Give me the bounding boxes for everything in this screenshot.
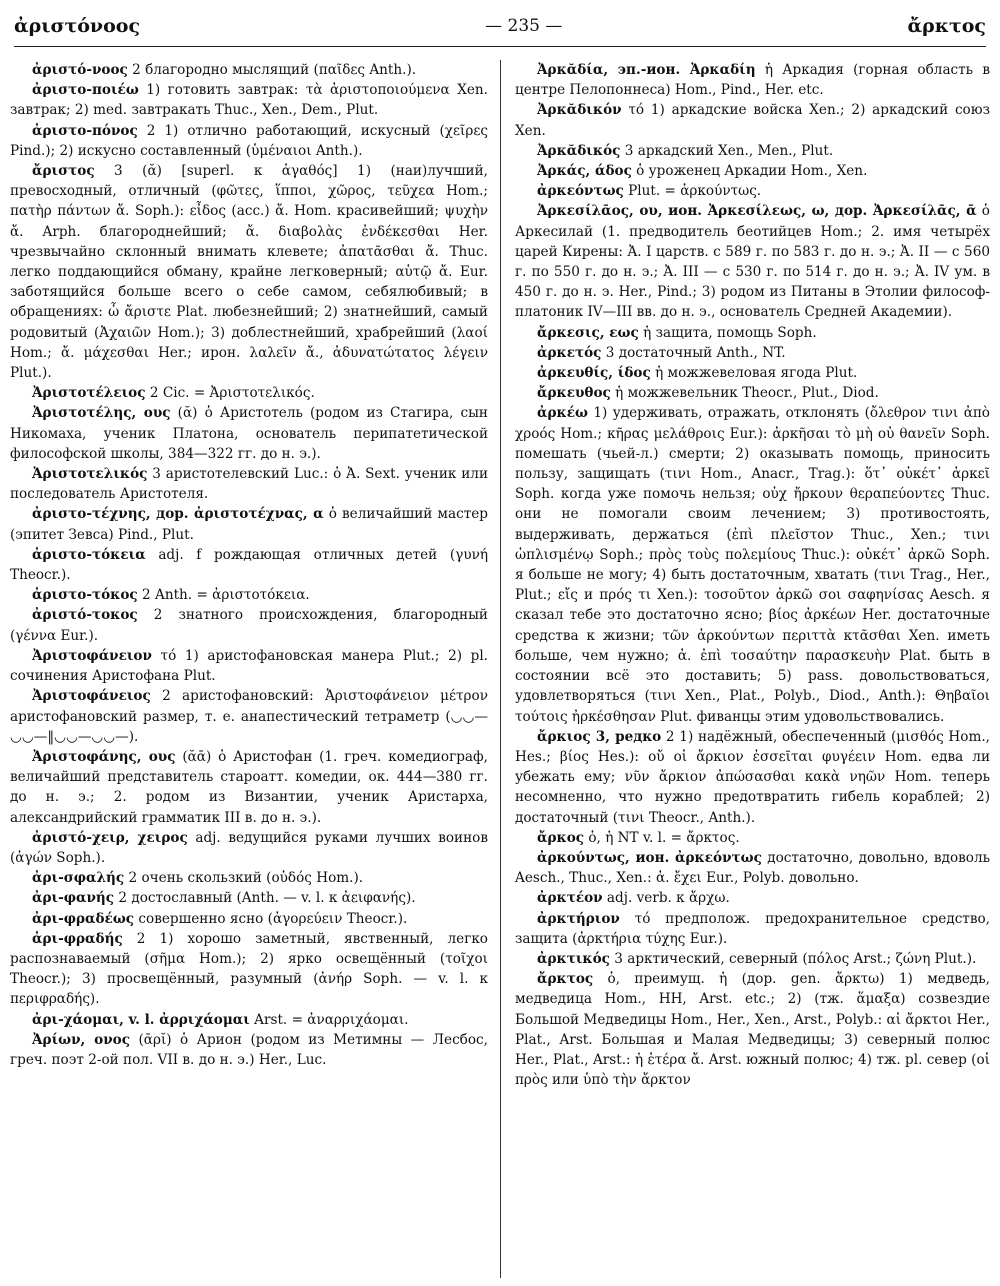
entry-headword: ἀριστο-τέχνης, дор. ἀριστοτέχνας, α [32,506,324,523]
entry-headword: ἀρκέω [537,405,588,422]
entry-definition: ὁ, ἡ NT v. l. = ἄρκτος. [584,829,740,846]
dictionary-entry [515,181,990,201]
dictionary-entry [10,585,488,605]
entry-definition: ὁ, преимущ. ἡ (дор. gen. ἄρκτω) 1) медведь, медведица Hom., HH, Arst. etc.; 2) (тж. ἅμαξα) созвездие Большой Медведицы Hom., Her., Xen., Arst., Polyb.: αἱ ἄρκτοι Her., Plat., Arst. Большая и Малая Медведицы; 3) северный полюс Her., Plat., Arst.: ἡ ἑτέρα ἄ. Arst. южный полюс; 4) тж. pl. север (οἱ πρὸς или ὑπὸ τὴν ἄρκτον [515,971,990,1089]
entry-headword: ἀριστό-χειρ, χειρος [32,829,188,846]
entry-definition: 2 достославный (Anth. — v. l. к ἀειφανής). [114,890,416,907]
dictionary-entry [515,909,990,949]
dictionary-entry [515,949,990,969]
dictionary-entry [10,909,488,929]
dictionary-entry [515,969,990,1090]
dictionary-entry [10,1030,488,1070]
entry-definition: 2 очень скользкий (οὐδός Hom.). [124,870,364,887]
entry-definition: совершенно ясно (ἀγορεύειν Theocr.). [134,910,408,927]
entry-definition: ἡ Аркадия (горная область в центре Пелопоннеса) Hom., Pind., Her. etc. [515,62,990,99]
entry-definition: ὁ Аркесилай (1. предводитель беотийцев Hom.; 2. имя четырёх царей Кирены: Ἀ. I царств. с 589 г. по 583 г. до н. э.; Ἀ. II — с 560 г. по 550 г. до н. э.; Ἀ. III — с 530 г. по 514 г. до н. э.; Ἀ. IV ум. в 450 г. до н. э. Her., Pind.; 3) родом из Питаны в Этолии философ-платоник IV—III вв. до н. э., основатель Средней Академии). [515,203,990,321]
dictionary-entry [10,504,488,544]
entry-definition: τό 1) аркадские войска Xen.; 2) аркадский союз Xen. [515,102,990,139]
dictionary-entry [515,323,990,343]
dictionary-entry [10,605,488,645]
header-left-word: ἀριστόνοος [14,15,141,37]
page-number: — 235 — [485,16,563,36]
entry-headword: ἄρκευθος [537,385,611,402]
dictionary-entry [10,868,488,888]
entry-headword: ἄρκεσις, εως [537,324,639,341]
entry-definition: достаточно, довольно, вдоволь Aesch., Thuc., Xen.: ἀ. ἔχει Eur., Polyb. довольно. [515,849,990,887]
entry-definition: ἡ можжевельник Theocr., Plut., Diod. [610,385,879,402]
entry-definition: τό предполож. предохранительное средство, защита (ἀρκτήρια τύχης Eur.). [515,910,990,947]
entry-headword: ἀρκτέον [537,890,603,907]
entry-headword: ἀριστο-τόκεια [32,546,146,563]
dictionary-entry [10,60,488,80]
entry-headword: Ἀρκᾰδικόν [537,102,622,119]
entry-headword: Ἀριστοτελικός [32,466,148,483]
header-right-word: ἄρκτος [907,15,986,37]
entry-definition: (ᾰ) ὁ Аристотель (родом из Стагира, сын Никомаха, ученик Платона, основатель перипатетической философской школы, 384—322 гг. до н. э.). [10,405,488,462]
entry-definition: ἡ защита, помощь Soph. [638,324,817,341]
dictionary-entry [10,747,488,828]
entry-definition: 2 1) хорошо заметный, явственный, легко распознаваемый (σῆμα Hom.); 2) ярко освещённый (τοῖχοι Theocr.); 3) просвещённый, разумный (ἀνήρ Soph. — v. l. к περιφραδής). [10,930,488,1008]
entry-headword: ἀρι-σφαλής [32,870,125,887]
entry-headword: Ἀριστοτέλειος [32,385,146,402]
entry-definition: 3 аристотелевский Luc.: ὁ Ἀ. Sext. ученик или последователь Аристотеля. [10,466,488,503]
entry-headword: ἄριστος [32,163,95,180]
right-column [500,60,990,1278]
entry-headword: ἀρκευθίς, ίδος [537,365,651,382]
entry-definition: 2 аристофановский: Ἀριστοφάνειον μέτρον аристофановский размер, т. е. анапестический тетраметр (◡◡—◡◡—‖◡◡—◡◡—). [10,688,488,745]
entry-definition: ὁ уроженец Аркадии Hom., Xen. [631,163,868,180]
entry-headword: ἀρκετός [537,344,602,361]
entry-definition: (ᾱρῐ) ὁ Арион (родом из Метимны — Лесбос, греч. поэт 2-ой пол. VII в. до н. э.) Her., Luc. [10,1031,488,1068]
entry-definition: 3 арктический, северный (πόλος Arst.; ζώνη Plut.). [609,950,977,967]
entry-definition: (ᾰᾱ) ὁ Аристофан (1. греч. комедиограф, величайший представитель староатт. комедии, ок. 444—380 гг. до н. э.; 2. родом из Византии, ученик Аристарха, александрийский грамматик III в. до н. э.). [10,748,488,826]
entry-headword: ἀρκεόντως [537,183,624,200]
dictionary-entry [10,383,488,403]
entry-headword: Ἀρκᾰδικός [537,142,621,159]
dictionary-entry [10,121,488,161]
entry-definition: ἡ можжевеловая ягода Plut. [650,365,858,382]
entry-definition: Arst. = ἀναρριχάομαι. [249,1011,409,1028]
dictionary-entry [515,100,990,140]
dictionary-entry [515,141,990,161]
dictionary-entry [10,646,488,686]
entry-definition: 3 достаточный Anth., NT. [601,344,786,361]
text-columns [10,60,990,1278]
entry-definition: 2 Anth. = ἀριστοτόκεια. [137,587,310,604]
entry-definition: 1) удерживать, отражать, отклонять (ὄλεθρον τινι ἀπὸ χροός Hom.; κῆρας μελάθροις Eur.): ἀρκῆσαι τὸ μὴ οὐ θανεῖν Soph. помешать (чьей-л.) смерти; 2) оказывать помощь, приносить пользу, защищать (τινι Hom., Anacr., Trag.): ὅτ᾽ οὐκέτ᾽ ἀρκεῖ Soph. когда уже помочь нельзя; οὐχ ἤρκουν θεραπεύοντες Thuc. они не помогали своим лечением; 3) противостоять, выдерживать, держаться (ἐπὶ πλεῖστον Thuc., Xen.; τινι ὡπλισμένῳ Soph.; πρὸς τοὺς πολεμίους Thuc.): οὐκέτ᾽ ἀρκῶ Soph. я больше не могу; 4) быть достаточным, хватать (τινι Trag., Her., Plut.; εἴς и πρός τι Xen.): τοσοῦτον ἀρκῶ σοι σαφηνίσας Aesch. я сказал тебе это достаточно ясно; βίος ἀρκέων Her. достаточные средства к жизни; τῶν ἀρκούντων περιττὰ κτᾶσθαι Xen. иметь больше, чем нужно; ἀ. ἐπὶ τοσαύτην παρασκευὴν Plat. быть в состоянии всё это доставить; 5) pass. довольствоваться, удовлетворяться (τινι Xen., Plat., Polyb., Diod., Anth.): Θηβαῖοι τούτοις ἠρκέσθησαν Plut. фиванцы этим удовольствовались. [515,405,990,725]
dictionary-entry [515,828,990,848]
page-header [14,10,986,42]
dictionary-entry [515,383,990,403]
dictionary-entry [10,1010,488,1030]
entry-headword: Ἀρίων, ονος [32,1031,130,1048]
dictionary-entry [515,363,990,383]
entry-headword: Ἀριστοφάνειον [32,647,152,664]
entry-definition: 2 1) надёжный, обеспеченный (μισθός Hom., Hes.; βίος Hes.): οὔ οἱ ἄρκιον ἐσσεῖται φυγέειν Hom. едва ли убежать ему; νῦν ἄρκιον ἀπώσασθαι κακὰ νηῶν Hom. теперь несомненно, что нужно предотвратить гибель кораблей; 2) достаточный (τινι Theocr., Anth.). [515,728,990,826]
entry-headword: ἀρκτικός [537,950,610,967]
entry-headword: ἀρι-φραδής [32,930,123,947]
dictionary-entry [515,403,990,726]
entry-definition: 2 Cic. = Ἀριστοτελικός. [145,385,315,402]
entry-headword: ἀρι-φανής [32,890,115,907]
entry-definition: 2 благородно мыслящий (παῖδες Anth.). [127,62,417,78]
entry-headword: ἀριστο-τόκος [32,587,138,604]
dictionary-entry [10,80,488,120]
dictionary-entry [10,403,488,464]
entry-definition: 1) готовить завтрак: τὰ ἀριστοποιούμενα Xen. завтрак; 2) med. завтракать Thuc., Xen., Dem., Plut. [10,82,488,119]
entry-headword: ἀριστο-πόνος [32,122,138,139]
dictionary-entry [515,201,990,322]
dictionary-entry [515,848,990,888]
dictionary-entry [515,60,990,100]
dictionary-entry [515,161,990,181]
entry-headword: ἀρι-χάομαι, v. l. ἀρριχάομαι [32,1011,250,1028]
dictionary-entry [10,545,488,585]
entry-definition: ὁ величайший мастер (эпитет Зевса) Pind., Plut. [10,506,488,543]
dictionary-entry [10,929,488,1010]
dictionary-entry [10,464,488,504]
entry-headword: ἄρκιος 3, редко [537,728,662,745]
header-rule [14,46,986,47]
left-column [10,60,500,1278]
entry-definition: τό 1) аристофановская манера Plut.; 2) pl. сочинения Аристофана Plut. [10,647,488,685]
entry-definition: adj. f рождающая отличных детей (γυνή Theocr.). [10,546,488,584]
entry-definition: adj. ведущийся руками лучших воинов (ἀγών Soph.). [10,829,488,866]
entry-headword: ἄρκος [537,829,585,846]
entry-headword: ἀριστό-τοκος [32,607,138,624]
entry-definition: Plut. = ἀρκούντως. [623,183,762,200]
entry-definition: 3 (ᾰ) [superl. к ἀγαθός] 1) (наи)лучший, превосходный, отличный (φῶτες, ἵπποι, χῶρος, τεῦχεα Hom.; πατὴρ πάντων ἄ. Soph.): εἶδος (acc.) ἄ. Hom. красивейший; ψυχὴν ἄ. Arph. благороднейший; ἄ. διαβολὰς ἐνδέκεσθαι Her. чрезвычайно склонный внимать клевете; ἀπατᾶσθαι ἄ. Thuc. легко поддающийся обману, крайне легковерный; αὑτῷ ἄ. Eur. заботящийся больше всего о себе самом, себялюбивый; в обращениях: ὦ ἄριστε Plat. любезнейший; 2) знатнейший, самый родовитый (Ἀχαιῶν Hom.); 3) доблестнейший, храбрейший (λαοί Hom.; ἄ. μάχεσθαι Her.; ирон. λαλεῖν ἄ., ἀδυνατώτατος λέγειν Plut.). [10,163,488,382]
entry-headword: Ἀριστοφάνειος [32,688,151,705]
entry-headword: ἄρκτος [537,971,594,988]
entry-headword: Ἀρκεσίλᾱος, ου, ион. Ἀρκεσίλεως, ω, дор. Ἀρκεσίλᾱς, ᾱ [537,203,977,220]
entry-definition: adj. verb. к ἄρχω. [602,890,730,907]
dictionary-entry [10,161,488,383]
entry-headword: Ἀριστοφάνης, ους [32,748,176,765]
entry-definition: 2 знатного происхождения, благородный (γέννα Eur.). [10,607,488,644]
dictionary-entry [515,888,990,908]
dictionary-entry [10,828,488,868]
entry-headword: Ἀριστοτέλης, ους [32,405,171,422]
entry-definition: 2 1) отлично работающий, искусный (χεῖρες Pind.); 2) искусно составленный (ὑμέναιοι Anth.). [10,122,488,159]
dictionary-entry [515,727,990,828]
entry-definition: 3 аркадский Xen., Men., Plut. [620,142,834,159]
entry-headword: ἀρκτήριον [537,910,620,927]
entry-headword: Ἀρκάς, άδος [537,163,632,180]
dictionary-entry [10,686,488,747]
dictionary-entry [515,343,990,363]
entry-headword: Ἀρκᾰδία, эп.-ион. Ἀρκαδίη [537,62,756,78]
entry-headword: ἀριστο-ποιέω [32,82,139,99]
dictionary-entry [10,888,488,908]
entry-headword: ἀρι-φραδέως [32,910,135,927]
entry-headword: ἀριστό-νοος [32,62,128,78]
entry-headword: ἀρκούντως, ион. ἀρκεόντως [537,849,762,866]
